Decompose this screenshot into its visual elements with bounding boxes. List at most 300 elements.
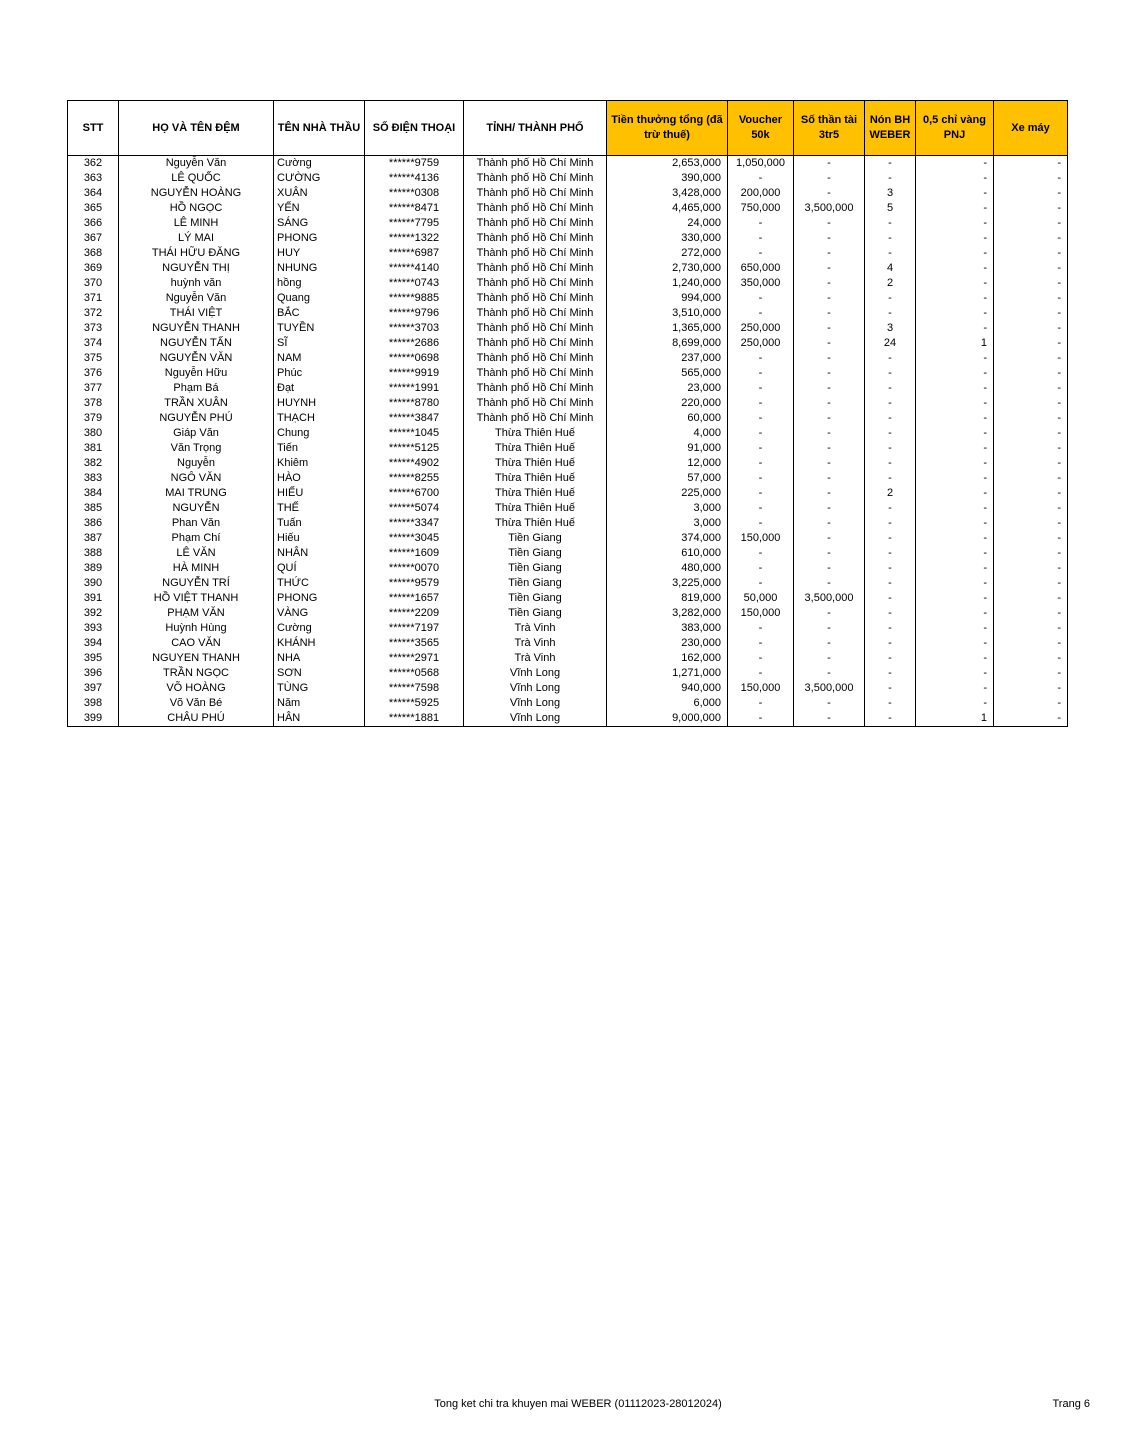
cell-tinh-thanh-pho: Tiền Giang (464, 546, 607, 561)
cell-so-dien-thoai: ******1045 (365, 426, 464, 441)
cell-so-dien-thoai: ******3347 (365, 516, 464, 531)
cell-xe-may: - (994, 681, 1068, 696)
cell-so-dien-thoai: ******3847 (365, 411, 464, 426)
cell-voucher: 150,000 (728, 531, 794, 546)
cell-tinh-thanh-pho: Thành phố Hồ Chí Minh (464, 381, 607, 396)
cell-so-dien-thoai: ******1657 (365, 591, 464, 606)
cell-tinh-thanh-pho: Thành phố Hồ Chí Minh (464, 411, 607, 426)
cell-so-than-tai: - (794, 336, 865, 351)
cell-tien-thuong: 480,000 (607, 561, 728, 576)
cell-stt: 375 (68, 351, 119, 366)
cell-tinh-thanh-pho: Thành phố Hồ Chí Minh (464, 396, 607, 411)
header-tien-thuong: Tiền thưởng tổng (đã trừ thuế) (607, 101, 728, 156)
table-row (68, 486, 1068, 501)
table-body (68, 156, 1068, 727)
cell-ten-nha-thau: NAM (274, 351, 365, 366)
cell-tien-thuong: 390,000 (607, 171, 728, 186)
table-row (68, 711, 1068, 727)
cell-xe-may: - (994, 426, 1068, 441)
cell-ho-ten-dem: VÕ HOÀNG (119, 681, 274, 696)
cell-so-than-tai: - (794, 531, 865, 546)
cell-stt: 390 (68, 576, 119, 591)
cell-so-dien-thoai: ******9579 (365, 576, 464, 591)
cell-non-bh: - (865, 591, 916, 606)
cell-so-dien-thoai: ******1609 (365, 546, 464, 561)
cell-stt: 389 (68, 561, 119, 576)
cell-non-bh: - (865, 471, 916, 486)
cell-stt: 373 (68, 321, 119, 336)
cell-stt: 367 (68, 231, 119, 246)
cell-stt: 388 (68, 546, 119, 561)
table-row (68, 681, 1068, 696)
cell-ten-nha-thau: HUYNH (274, 396, 365, 411)
cell-ten-nha-thau: Cường (274, 156, 365, 172)
cell-non-bh: - (865, 606, 916, 621)
cell-ho-ten-dem: huỳnh văn (119, 276, 274, 291)
cell-non-bh: - (865, 681, 916, 696)
cell-ho-ten-dem: HỒ VIỆT THANH (119, 591, 274, 606)
cell-xe-may: - (994, 636, 1068, 651)
cell-vang-pnj: - (916, 546, 994, 561)
cell-ho-ten-dem: NGUYỄN TẤN (119, 336, 274, 351)
cell-xe-may: - (994, 306, 1068, 321)
cell-vang-pnj: - (916, 441, 994, 456)
cell-so-than-tai: - (794, 411, 865, 426)
cell-voucher: - (728, 171, 794, 186)
cell-so-than-tai: 3,500,000 (794, 201, 865, 216)
cell-tinh-thanh-pho: Thừa Thiên Huế (464, 426, 607, 441)
cell-stt: 397 (68, 681, 119, 696)
cell-vang-pnj: - (916, 306, 994, 321)
cell-tinh-thanh-pho: Thành phố Hồ Chí Minh (464, 231, 607, 246)
cell-tinh-thanh-pho: Thành phố Hồ Chí Minh (464, 336, 607, 351)
cell-voucher: 150,000 (728, 681, 794, 696)
cell-ten-nha-thau: SƠN (274, 666, 365, 681)
page-number: Trang 6 (1052, 1398, 1090, 1410)
cell-stt: 386 (68, 516, 119, 531)
cell-so-than-tai: - (794, 666, 865, 681)
cell-so-than-tai: - (794, 516, 865, 531)
cell-so-dien-thoai: ******1991 (365, 381, 464, 396)
cell-vang-pnj: - (916, 636, 994, 651)
cell-tien-thuong: 940,000 (607, 681, 728, 696)
cell-so-than-tai: - (794, 261, 865, 276)
cell-so-than-tai: - (794, 381, 865, 396)
cell-xe-may: - (994, 516, 1068, 531)
cell-ten-nha-thau: Khiêm (274, 456, 365, 471)
cell-non-bh: - (865, 501, 916, 516)
table-row (68, 396, 1068, 411)
cell-tinh-thanh-pho: Tiền Giang (464, 531, 607, 546)
cell-ten-nha-thau: PHONG (274, 231, 365, 246)
cell-voucher: - (728, 246, 794, 261)
cell-ho-ten-dem: NGUYỄN TRÍ (119, 576, 274, 591)
cell-xe-may: - (994, 276, 1068, 291)
table-row (68, 696, 1068, 711)
cell-so-dien-thoai: ******4136 (365, 171, 464, 186)
cell-ho-ten-dem: LÊ VĂN (119, 546, 274, 561)
cell-tinh-thanh-pho: Thành phố Hồ Chí Minh (464, 306, 607, 321)
cell-tien-thuong: 9,000,000 (607, 711, 728, 727)
cell-ho-ten-dem: MAI TRUNG (119, 486, 274, 501)
cell-tien-thuong: 220,000 (607, 396, 728, 411)
cell-tien-thuong: 383,000 (607, 621, 728, 636)
cell-stt: 379 (68, 411, 119, 426)
cell-tinh-thanh-pho: Tiền Giang (464, 591, 607, 606)
cell-so-dien-thoai: ******3045 (365, 531, 464, 546)
cell-stt: 365 (68, 201, 119, 216)
cell-ho-ten-dem: CHÂU PHÚ (119, 711, 274, 727)
cell-xe-may: - (994, 456, 1068, 471)
cell-ho-ten-dem: Nguyễn (119, 456, 274, 471)
cell-tien-thuong: 565,000 (607, 366, 728, 381)
cell-ten-nha-thau: THẾ (274, 501, 365, 516)
cell-tinh-thanh-pho: Thành phố Hồ Chí Minh (464, 291, 607, 306)
cell-tien-thuong: 4,465,000 (607, 201, 728, 216)
cell-tien-thuong: 610,000 (607, 546, 728, 561)
cell-xe-may: - (994, 621, 1068, 636)
cell-so-than-tai: - (794, 231, 865, 246)
table-row (68, 621, 1068, 636)
cell-voucher: - (728, 396, 794, 411)
cell-so-than-tai: - (794, 276, 865, 291)
cell-voucher: 350,000 (728, 276, 794, 291)
cell-so-dien-thoai: ******9759 (365, 156, 464, 172)
cell-ten-nha-thau: TUYỀN (274, 321, 365, 336)
cell-stt: 396 (68, 666, 119, 681)
cell-ten-nha-thau: Quang (274, 291, 365, 306)
cell-so-dien-thoai: ******3565 (365, 636, 464, 651)
cell-stt: 387 (68, 531, 119, 546)
cell-ho-ten-dem: LÝ MAI (119, 231, 274, 246)
table-row (68, 606, 1068, 621)
cell-voucher: - (728, 696, 794, 711)
cell-vang-pnj: - (916, 186, 994, 201)
cell-so-dien-thoai: ******8255 (365, 471, 464, 486)
cell-tinh-thanh-pho: Tiền Giang (464, 606, 607, 621)
cell-xe-may: - (994, 366, 1068, 381)
cell-voucher: - (728, 231, 794, 246)
cell-vang-pnj: - (916, 216, 994, 231)
header-stt: STT (68, 101, 119, 156)
table-row (68, 321, 1068, 336)
cell-so-dien-thoai: ******9919 (365, 366, 464, 381)
cell-vang-pnj: - (916, 621, 994, 636)
header-non-bh: Nón BH WEBER (865, 101, 916, 156)
cell-tien-thuong: 1,365,000 (607, 321, 728, 336)
cell-tinh-thanh-pho: Thừa Thiên Huế (464, 456, 607, 471)
cell-vang-pnj: - (916, 276, 994, 291)
cell-xe-may: - (994, 231, 1068, 246)
cell-so-dien-thoai: ******4902 (365, 456, 464, 471)
table-row (68, 186, 1068, 201)
cell-xe-may: - (994, 696, 1068, 711)
cell-vang-pnj: - (916, 651, 994, 666)
table-row (68, 351, 1068, 366)
cell-ten-nha-thau: SĨ (274, 336, 365, 351)
cell-xe-may: - (994, 291, 1068, 306)
cell-voucher: 150,000 (728, 606, 794, 621)
cell-tien-thuong: 23,000 (607, 381, 728, 396)
cell-tinh-thanh-pho: Thành phố Hồ Chí Minh (464, 216, 607, 231)
cell-tinh-thanh-pho: Vĩnh Long (464, 696, 607, 711)
cell-non-bh: - (865, 621, 916, 636)
cell-vang-pnj: - (916, 366, 994, 381)
cell-so-than-tai: - (794, 186, 865, 201)
cell-ten-nha-thau: SÁNG (274, 216, 365, 231)
cell-tinh-thanh-pho: Vĩnh Long (464, 711, 607, 727)
cell-voucher: - (728, 411, 794, 426)
cell-ten-nha-thau: Năm (274, 696, 365, 711)
cell-xe-may: - (994, 396, 1068, 411)
cell-vang-pnj: - (916, 561, 994, 576)
cell-ten-nha-thau: VÀNG (274, 606, 365, 621)
table-row (68, 546, 1068, 561)
cell-voucher: - (728, 666, 794, 681)
cell-so-dien-thoai: ******4140 (365, 261, 464, 276)
cell-vang-pnj: - (916, 456, 994, 471)
cell-ho-ten-dem: NGUYỄN VĂN (119, 351, 274, 366)
table-row (68, 276, 1068, 291)
cell-xe-may: - (994, 591, 1068, 606)
cell-stt: 363 (68, 171, 119, 186)
cell-so-than-tai: - (794, 546, 865, 561)
cell-so-than-tai: - (794, 621, 865, 636)
cell-non-bh: - (865, 711, 916, 727)
table-row (68, 636, 1068, 651)
cell-stt: 393 (68, 621, 119, 636)
cell-ten-nha-thau: Tiến (274, 441, 365, 456)
cell-voucher: - (728, 546, 794, 561)
cell-voucher: - (728, 711, 794, 727)
cell-vang-pnj: - (916, 681, 994, 696)
cell-tinh-thanh-pho: Vĩnh Long (464, 666, 607, 681)
cell-non-bh: 2 (865, 486, 916, 501)
cell-tien-thuong: 57,000 (607, 471, 728, 486)
cell-voucher: - (728, 366, 794, 381)
cell-ten-nha-thau: Cường (274, 621, 365, 636)
cell-voucher: - (728, 456, 794, 471)
cell-so-dien-thoai: ******5925 (365, 696, 464, 711)
cell-vang-pnj: - (916, 576, 994, 591)
table-row (68, 561, 1068, 576)
cell-ten-nha-thau: Đạt (274, 381, 365, 396)
cell-voucher: - (728, 516, 794, 531)
cell-stt: 395 (68, 651, 119, 666)
cell-so-than-tai: - (794, 471, 865, 486)
table-row (68, 336, 1068, 351)
cell-vang-pnj: - (916, 531, 994, 546)
cell-xe-may: - (994, 651, 1068, 666)
cell-voucher: - (728, 291, 794, 306)
cell-vang-pnj: - (916, 516, 994, 531)
cell-tien-thuong: 330,000 (607, 231, 728, 246)
cell-ho-ten-dem: NGÔ VĂN (119, 471, 274, 486)
cell-xe-may: - (994, 501, 1068, 516)
cell-so-dien-thoai: ******5125 (365, 441, 464, 456)
cell-vang-pnj: - (916, 231, 994, 246)
cell-ten-nha-thau: THỨC (274, 576, 365, 591)
cell-tien-thuong: 994,000 (607, 291, 728, 306)
cell-ten-nha-thau: BẮC (274, 306, 365, 321)
cell-xe-may: - (994, 186, 1068, 201)
cell-so-than-tai: - (794, 696, 865, 711)
cell-non-bh: 3 (865, 321, 916, 336)
cell-tinh-thanh-pho: Thành phố Hồ Chí Minh (464, 276, 607, 291)
cell-non-bh: - (865, 171, 916, 186)
cell-ho-ten-dem: Phạm Chí (119, 531, 274, 546)
cell-so-than-tai: - (794, 576, 865, 591)
cell-so-than-tai: - (794, 156, 865, 172)
cell-so-dien-thoai: ******1322 (365, 231, 464, 246)
cell-non-bh: - (865, 156, 916, 172)
cell-so-dien-thoai: ******0698 (365, 351, 464, 366)
cell-tien-thuong: 272,000 (607, 246, 728, 261)
cell-voucher: - (728, 651, 794, 666)
cell-ten-nha-thau: HÀO (274, 471, 365, 486)
cell-tinh-thanh-pho: Thành phố Hồ Chí Minh (464, 201, 607, 216)
cell-tinh-thanh-pho: Thành phố Hồ Chí Minh (464, 156, 607, 172)
cell-tien-thuong: 3,510,000 (607, 306, 728, 321)
cell-xe-may: - (994, 531, 1068, 546)
cell-vang-pnj: - (916, 396, 994, 411)
table-row (68, 576, 1068, 591)
cell-voucher: 1,050,000 (728, 156, 794, 172)
cell-so-than-tai: - (794, 171, 865, 186)
cell-stt: 368 (68, 246, 119, 261)
cell-xe-may: - (994, 321, 1068, 336)
cell-tinh-thanh-pho: Trà Vinh (464, 621, 607, 636)
cell-vang-pnj: - (916, 381, 994, 396)
cell-vang-pnj: 1 (916, 336, 994, 351)
cell-so-than-tai: - (794, 351, 865, 366)
cell-xe-may: - (994, 486, 1068, 501)
cell-vang-pnj: - (916, 696, 994, 711)
cell-non-bh: - (865, 561, 916, 576)
cell-non-bh: - (865, 381, 916, 396)
table-row (68, 516, 1068, 531)
cell-stt: 381 (68, 441, 119, 456)
cell-voucher: - (728, 216, 794, 231)
cell-tien-thuong: 3,000 (607, 501, 728, 516)
cell-non-bh: - (865, 231, 916, 246)
cell-tien-thuong: 237,000 (607, 351, 728, 366)
cell-so-dien-thoai: ******6700 (365, 486, 464, 501)
cell-ho-ten-dem: NGUYỄN HOÀNG (119, 186, 274, 201)
cell-tinh-thanh-pho: Tiền Giang (464, 576, 607, 591)
cell-ten-nha-thau: NHUNG (274, 261, 365, 276)
cell-so-dien-thoai: ******2686 (365, 336, 464, 351)
cell-so-dien-thoai: ******2971 (365, 651, 464, 666)
cell-ho-ten-dem: Võ Văn Bé (119, 696, 274, 711)
cell-voucher: - (728, 576, 794, 591)
cell-non-bh: - (865, 426, 916, 441)
table-row (68, 246, 1068, 261)
cell-so-dien-thoai: ******8780 (365, 396, 464, 411)
cell-non-bh: - (865, 636, 916, 651)
cell-ten-nha-thau: HÂN (274, 711, 365, 727)
cell-non-bh: - (865, 531, 916, 546)
cell-non-bh: 5 (865, 201, 916, 216)
cell-xe-may: - (994, 261, 1068, 276)
header-ten-nha-thau: TÊN NHÀ THẦU (274, 101, 365, 156)
cell-tinh-thanh-pho: Thành phố Hồ Chí Minh (464, 321, 607, 336)
cell-voucher: - (728, 501, 794, 516)
cell-xe-may: - (994, 156, 1068, 172)
cell-ten-nha-thau: PHONG (274, 591, 365, 606)
cell-stt: 399 (68, 711, 119, 727)
cell-vang-pnj: - (916, 426, 994, 441)
table-row (68, 201, 1068, 216)
cell-ten-nha-thau: KHÁNH (274, 636, 365, 651)
cell-ho-ten-dem: HÀ MINH (119, 561, 274, 576)
cell-vang-pnj: - (916, 591, 994, 606)
cell-xe-may: - (994, 666, 1068, 681)
cell-ten-nha-thau: Phúc (274, 366, 365, 381)
cell-stt: 372 (68, 306, 119, 321)
cell-stt: 385 (68, 501, 119, 516)
cell-xe-may: - (994, 561, 1068, 576)
cell-ten-nha-thau: YẾN (274, 201, 365, 216)
cell-tien-thuong: 91,000 (607, 441, 728, 456)
cell-vang-pnj: - (916, 501, 994, 516)
cell-xe-may: - (994, 336, 1068, 351)
cell-ho-ten-dem: CAO VĂN (119, 636, 274, 651)
cell-ten-nha-thau: NHA (274, 651, 365, 666)
cell-voucher: - (728, 561, 794, 576)
cell-ho-ten-dem: Giáp Văn (119, 426, 274, 441)
cell-non-bh: 3 (865, 186, 916, 201)
cell-xe-may: - (994, 471, 1068, 486)
cell-xe-may: - (994, 381, 1068, 396)
table-row (68, 231, 1068, 246)
cell-tinh-thanh-pho: Thừa Thiên Huế (464, 486, 607, 501)
cell-tien-thuong: 3,282,000 (607, 606, 728, 621)
table-row (68, 426, 1068, 441)
cell-voucher: - (728, 441, 794, 456)
cell-stt: 370 (68, 276, 119, 291)
cell-ten-nha-thau: hồng (274, 276, 365, 291)
header-row (68, 101, 1068, 156)
cell-voucher: 250,000 (728, 321, 794, 336)
cell-voucher: - (728, 426, 794, 441)
header-xe-may: Xe máy (994, 101, 1068, 156)
footer-title: Tong ket chi tra khuyen mai WEBER (01112023-28012024) (434, 1398, 722, 1410)
cell-xe-may: - (994, 546, 1068, 561)
cell-vang-pnj: - (916, 606, 994, 621)
cell-vang-pnj: - (916, 351, 994, 366)
header-ho-ten-dem: HỌ VÀ TÊN ĐỆM (119, 101, 274, 156)
cell-so-dien-thoai: ******6987 (365, 246, 464, 261)
cell-so-dien-thoai: ******7197 (365, 621, 464, 636)
cell-voucher: - (728, 636, 794, 651)
cell-stt: 384 (68, 486, 119, 501)
cell-ten-nha-thau: HIẾU (274, 486, 365, 501)
reward-table (67, 100, 1068, 727)
cell-xe-may: - (994, 351, 1068, 366)
cell-tien-thuong: 162,000 (607, 651, 728, 666)
cell-ho-ten-dem: Văn Trọng (119, 441, 274, 456)
cell-vang-pnj: - (916, 171, 994, 186)
cell-ho-ten-dem: PHẠM VĂN (119, 606, 274, 621)
cell-ho-ten-dem: LÊ QUỐC (119, 171, 274, 186)
cell-ten-nha-thau: Chung (274, 426, 365, 441)
cell-non-bh: - (865, 246, 916, 261)
cell-xe-may: - (994, 576, 1068, 591)
cell-tien-thuong: 2,730,000 (607, 261, 728, 276)
cell-ten-nha-thau: NHÂN (274, 546, 365, 561)
cell-non-bh: - (865, 576, 916, 591)
